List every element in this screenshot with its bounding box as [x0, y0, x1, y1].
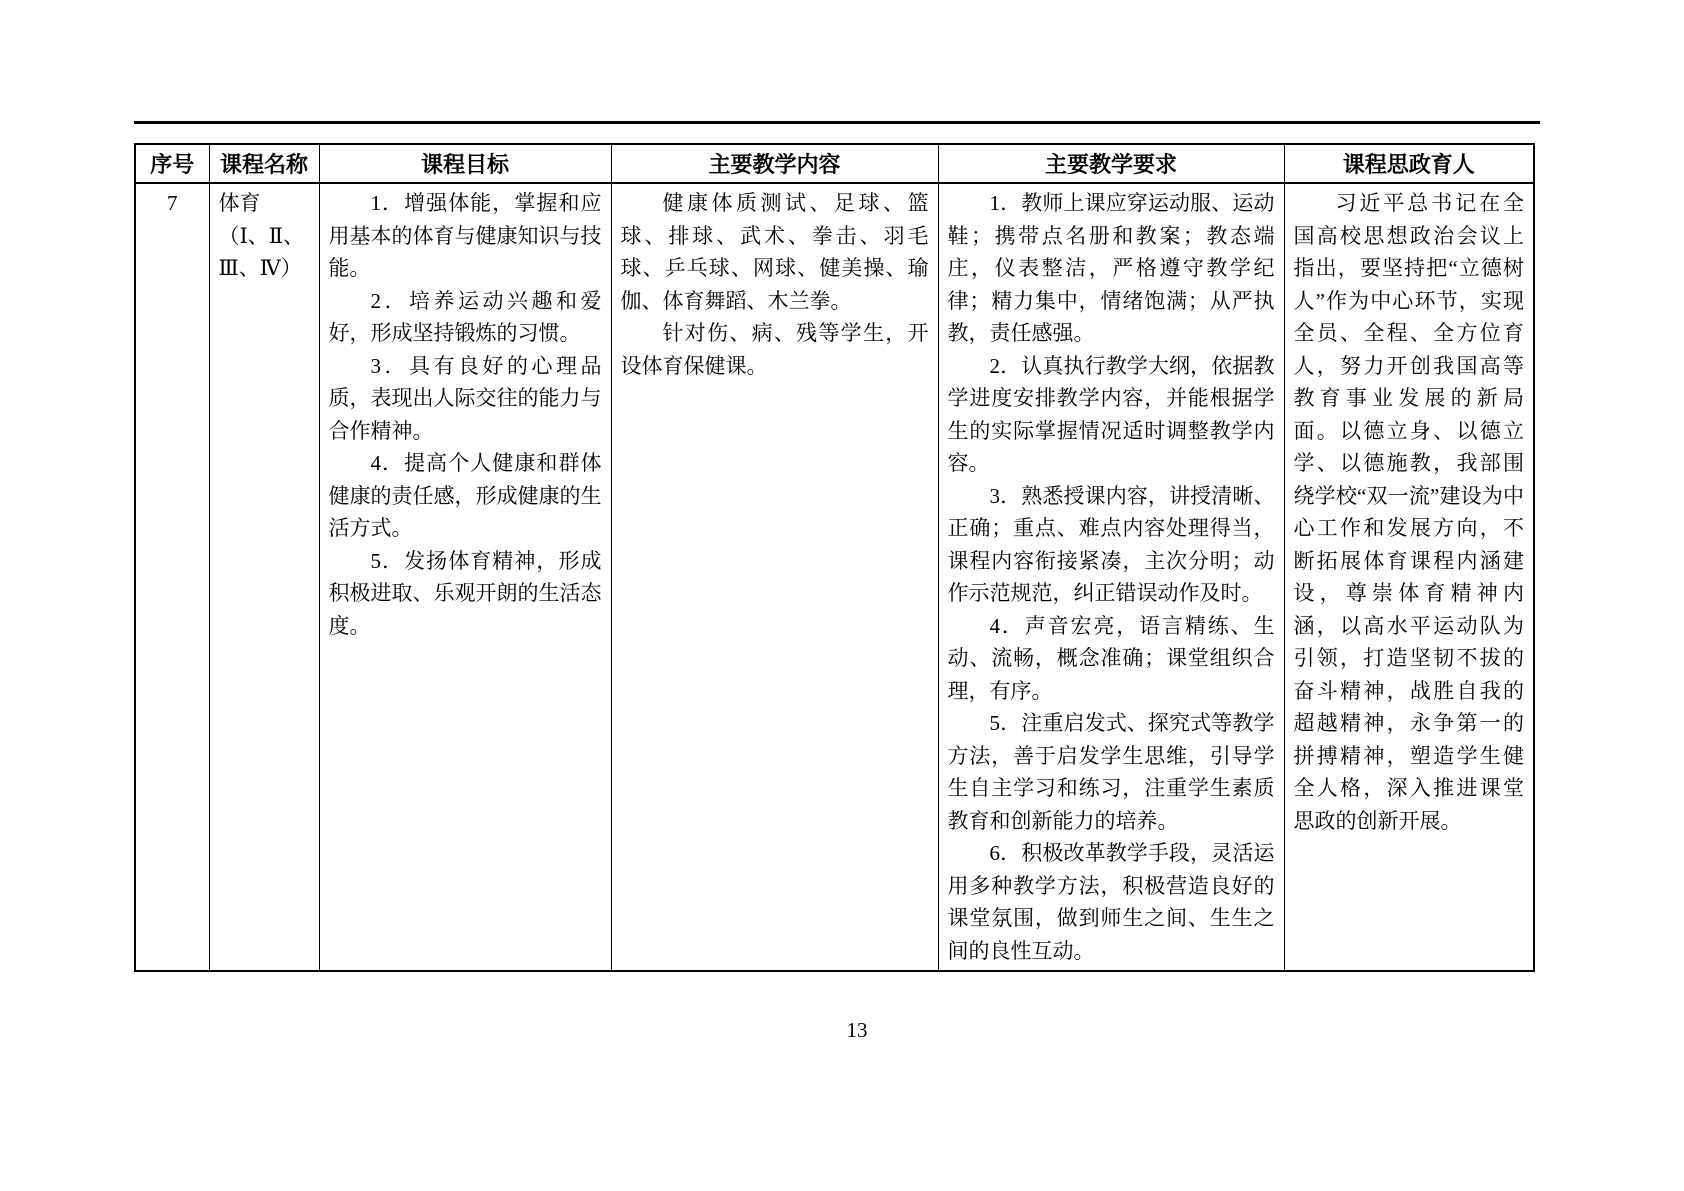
cell-teaching-requirements	[938, 183, 1284, 971]
ideology-paragraph: 习近平总书记在全国高校思想政治会议上指出，要坚持把“立德树人”作为中心环节，实现全员、全程、全方位育人，努力开创我国高等教育事业发展的新局面。以德立身、以德立学、以德施教，我部围绕学校“双一流”建设为中心工作和发展方向，不断拓展体育课程内涵建设，尊崇体育精神内涵，以高水平运动队为引领，打造坚韧不拔的奋斗精神，战胜自我的超越精神，永争第一的拼搏精神，塑造学生健全人格，深入推进课堂思政的创新开展。	[1293, 191, 1524, 833]
cell-course-objectives	[319, 183, 611, 971]
objective-item: 1．增强体能，掌握和应用基本的体育与健康知识与技能。	[328, 191, 602, 280]
cell-ideology-education	[1284, 183, 1534, 971]
page-header-rule	[134, 121, 1540, 124]
cell-course-name: 体育（Ⅰ、Ⅱ、Ⅲ、Ⅳ）	[209, 183, 319, 971]
col-header-teaching-content: 主要教学内容	[611, 144, 938, 183]
objective-item: 4．提高个人健康和群体健康的责任感，形成健康的生活方式。	[328, 451, 602, 540]
course-table	[134, 143, 1535, 972]
table-header-row	[135, 144, 1534, 183]
requirement-item: 6．积极改革教学手段，灵活运用多种教学方法，积极营造良好的课堂氛围，做到师生之间、生生之间的良性互动。	[947, 841, 1275, 963]
requirement-item: 1．教师上课应穿运动服、运动鞋；携带点名册和教案；教态端庄，仪表整洁，严格遵守教学纪律；精力集中，情绪饱满；从严执教，责任感强。	[947, 191, 1275, 345]
teaching-content-paragraph: 针对伤、病、残等学生，开设体育保健课。	[620, 321, 929, 378]
objective-item: 5．发扬体育精神，形成积极进取、乐观开朗的生活态度。	[328, 548, 602, 638]
requirement-item: 3．熟悉授课内容，讲授清晰、正确；重点、难点内容处理得当，课程内容衔接紧凑，主次分明；动作示范规范，纠正错误动作及时。	[947, 483, 1275, 605]
requirement-item: 2．认真执行教学大纲，依据教学进度安排教学内容，并能根据学生的实际掌握情况适时调整教学内容。	[947, 353, 1275, 475]
cell-course-number: 7	[135, 183, 209, 971]
requirement-item: 5．注重启发式、探究式等教学方法，善于启发学生思维，引导学生自主学习和练习，注重学生素质教育和创新能力的培养。	[947, 711, 1275, 833]
col-header-number: 序号	[135, 144, 209, 183]
col-header-requirements: 主要教学要求	[938, 144, 1284, 183]
teaching-content-paragraph: 健康体质测试、足球、篮球、排球、武术、拳击、羽毛球、乒乓球、网球、健美操、瑜伽、体育舞蹈、木兰拳。	[620, 191, 929, 313]
requirement-item: 4．声音宏亮，语言精练、生动、流畅，概念准确；课堂组织合理，有序。	[947, 613, 1275, 703]
cell-teaching-content	[611, 183, 938, 971]
page-number: 13	[846, 1018, 868, 1042]
objective-item: 2．培养运动兴趣和爱好，形成坚持锻炼的习惯。	[328, 288, 602, 345]
col-header-objectives: 课程目标	[319, 144, 611, 183]
col-header-course-name: 课程名称	[209, 144, 319, 183]
table-row	[135, 183, 1534, 971]
objective-item: 3．具有良好的心理品质，表现出人际交往的能力与合作精神。	[328, 353, 602, 443]
col-header-ideology: 课程思政育人	[1284, 144, 1534, 183]
